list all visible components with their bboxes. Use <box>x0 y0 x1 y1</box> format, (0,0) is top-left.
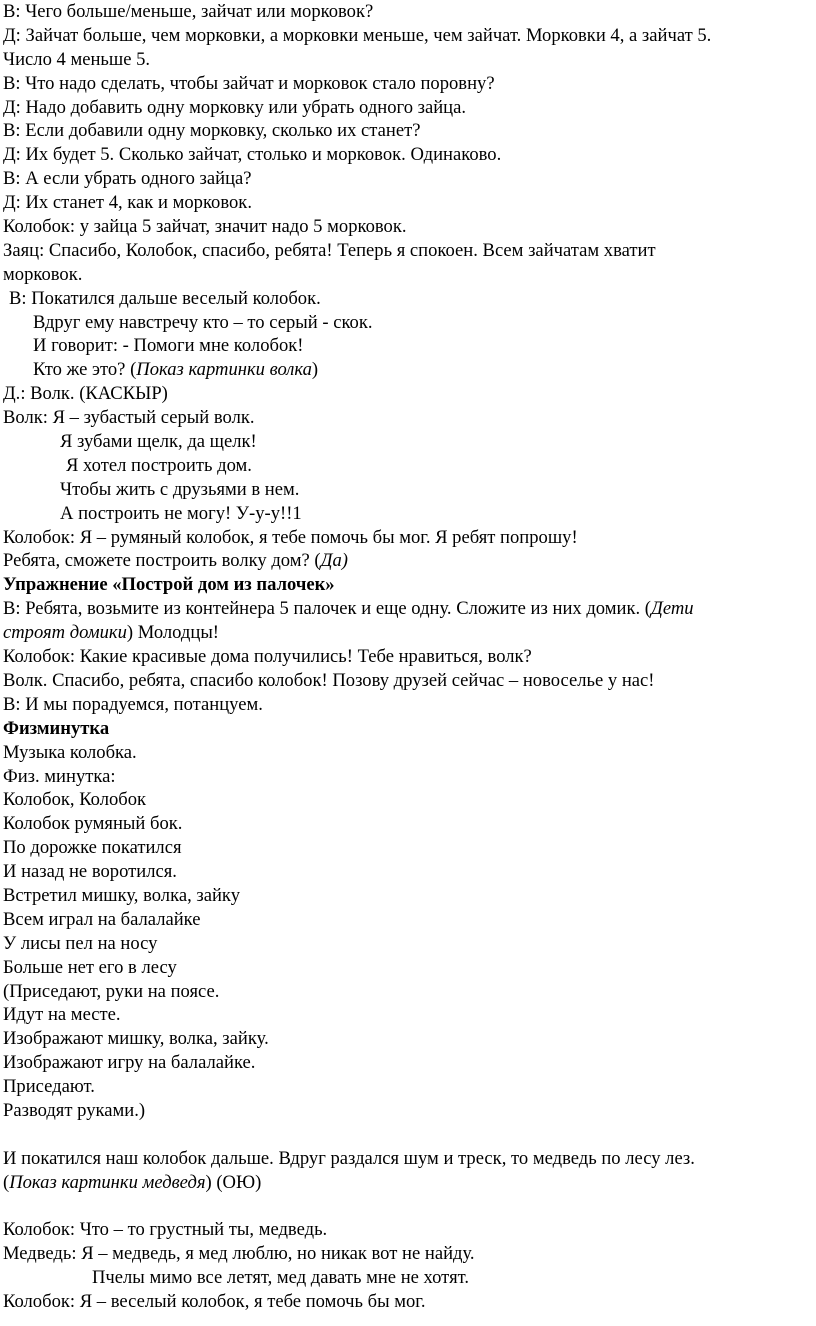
blank-line <box>3 1195 811 1219</box>
text-line: Д: Надо добавить одну морковку или убрать одного зайца. <box>3 96 467 118</box>
text-line: Встретил мишку, волка, зайку <box>3 884 240 906</box>
text-line: В: Чего больше/меньше, зайчат или морковок? <box>3 1 374 22</box>
text-line: Д: Их будет 5. Сколько зайчат, столько и морковок. Одинаково. <box>3 144 502 166</box>
text-line: По дорожке покатился <box>3 837 182 859</box>
section-heading: Физминутка <box>3 717 110 739</box>
text-line: Идут на месте. <box>3 1004 121 1026</box>
text-line: Колобок: Какие красивые дома получились! Тебе нравиться, волк? <box>3 646 532 668</box>
italic-note: Показ картинки волка <box>136 359 312 381</box>
blank-line <box>3 1123 811 1147</box>
text-line: А построить не могу! У-у-у!!1 <box>60 502 302 524</box>
text-line: Медведь: Я – медведь, я мед люблю, но никак вот не найду. <box>3 1243 475 1265</box>
text-line: Всем играл на балалайке <box>3 908 201 930</box>
text-span: Кто же это? ( <box>33 359 137 381</box>
text-line: Приседают. <box>3 1076 95 1098</box>
text-line: В: Если добавили одну морковку, сколько их станет? <box>3 120 421 142</box>
text-line: Волк: Я – зубастый серый волк. <box>3 407 255 429</box>
text-span: ) Молодцы! <box>126 622 220 644</box>
text-line: Физ. минутка: <box>3 765 116 787</box>
text-line: Музыка колобка. <box>3 741 137 763</box>
text-line: И говорит: - Помоги мне колобок! <box>33 335 304 357</box>
text-line: В: А если убрать одного зайца? <box>3 168 252 190</box>
text-line: И назад не воротился. <box>3 861 177 883</box>
text-line: Изображают игру на балалайке. <box>3 1052 256 1074</box>
text-line: Больше нет его в лесу <box>3 956 177 978</box>
text-line: Д: Зайчат больше, чем морковки, а морковки меньше, чем зайчат. Морковки 4, а зайчат 5. <box>3 24 712 46</box>
text-span: ) (ОЮ) <box>205 1171 262 1193</box>
text-span: ( <box>3 1171 10 1193</box>
text-line: Колобок: у зайца 5 зайчат, значит надо 5 морковок. <box>3 216 407 238</box>
text-span: В: Ребята, возьмите из контейнера 5 палочек и еще одну. Сложите из них домик. ( <box>3 598 651 620</box>
text-line: И покатился наш колобок дальше. Вдруг раздался шум и треск, то медведь по лесу лез. <box>3 1147 695 1169</box>
text-line: В: И мы порадуемся, потанцуем. <box>3 693 263 715</box>
text-line: Разводят руками.) <box>3 1099 146 1121</box>
text-line: Я зубами щелк, да щелк! <box>60 431 257 453</box>
section-heading: Упражнение «Построй дом из палочек» <box>3 574 335 596</box>
text-line: Изображают мишку, волка, зайку. <box>3 1028 269 1050</box>
text-line: Я хотел построить дом. <box>66 454 252 476</box>
text-line: Д: Их станет 4, как и морковок. <box>3 192 252 214</box>
text-line: В: Покатился дальше веселый колобок. <box>9 287 321 309</box>
text-line: Волк. Спасибо, ребята, спасибо колобок! Позову друзей сейчас – новоселье у нас! <box>3 669 655 691</box>
text-line: Колобок, Колобок <box>3 789 147 811</box>
text-span: Ребята, сможете построить волку дом? ( <box>3 550 321 572</box>
text-line: У лисы пел на носу <box>3 932 158 954</box>
text-line: (Приседают, руки на поясе. <box>3 980 220 1002</box>
text-line: Чтобы жить с друзьями в нем. <box>60 478 300 500</box>
text-line <box>3 621 811 645</box>
text-line <box>3 549 811 573</box>
text-line: Вдруг ему навстречу кто – то серый - скок. <box>33 311 373 333</box>
text-line: морковок. <box>3 263 83 285</box>
text-line: В: Что надо сделать, чтобы зайчат и морковок стало поровну? <box>3 72 495 94</box>
text-line <box>3 1171 811 1195</box>
text-span: ) <box>311 359 319 381</box>
italic-note: Да) <box>320 550 348 572</box>
text-line <box>3 597 811 621</box>
text-line: Колобок румяный бок. <box>3 813 183 835</box>
text-line <box>3 358 811 382</box>
italic-note: Дети <box>650 598 694 620</box>
text-line: Д.: Волк. (КАСКЫР) <box>3 383 168 405</box>
document-page <box>3 0 811 1314</box>
italic-note: строят домики <box>3 622 127 644</box>
italic-note: Показ картинки медведя <box>9 1171 206 1193</box>
text-line: Число 4 меньше 5. <box>3 48 151 70</box>
text-line: Заяц: Спасибо, Колобок, спасибо, ребята! Теперь я спокоен. Всем зайчатам хватит <box>3 239 656 261</box>
text-line: Пчелы мимо все летят, мед давать мне не хотят. <box>92 1267 469 1289</box>
text-line: Колобок: Я – веселый колобок, я тебе помочь бы мог. <box>3 1291 426 1313</box>
text-line: Колобок: Что – то грустный ты, медведь. <box>3 1219 328 1241</box>
text-line: Колобок: Я – румяный колобок, я тебе помочь бы мог. Я ребят попрошу! <box>3 526 578 548</box>
